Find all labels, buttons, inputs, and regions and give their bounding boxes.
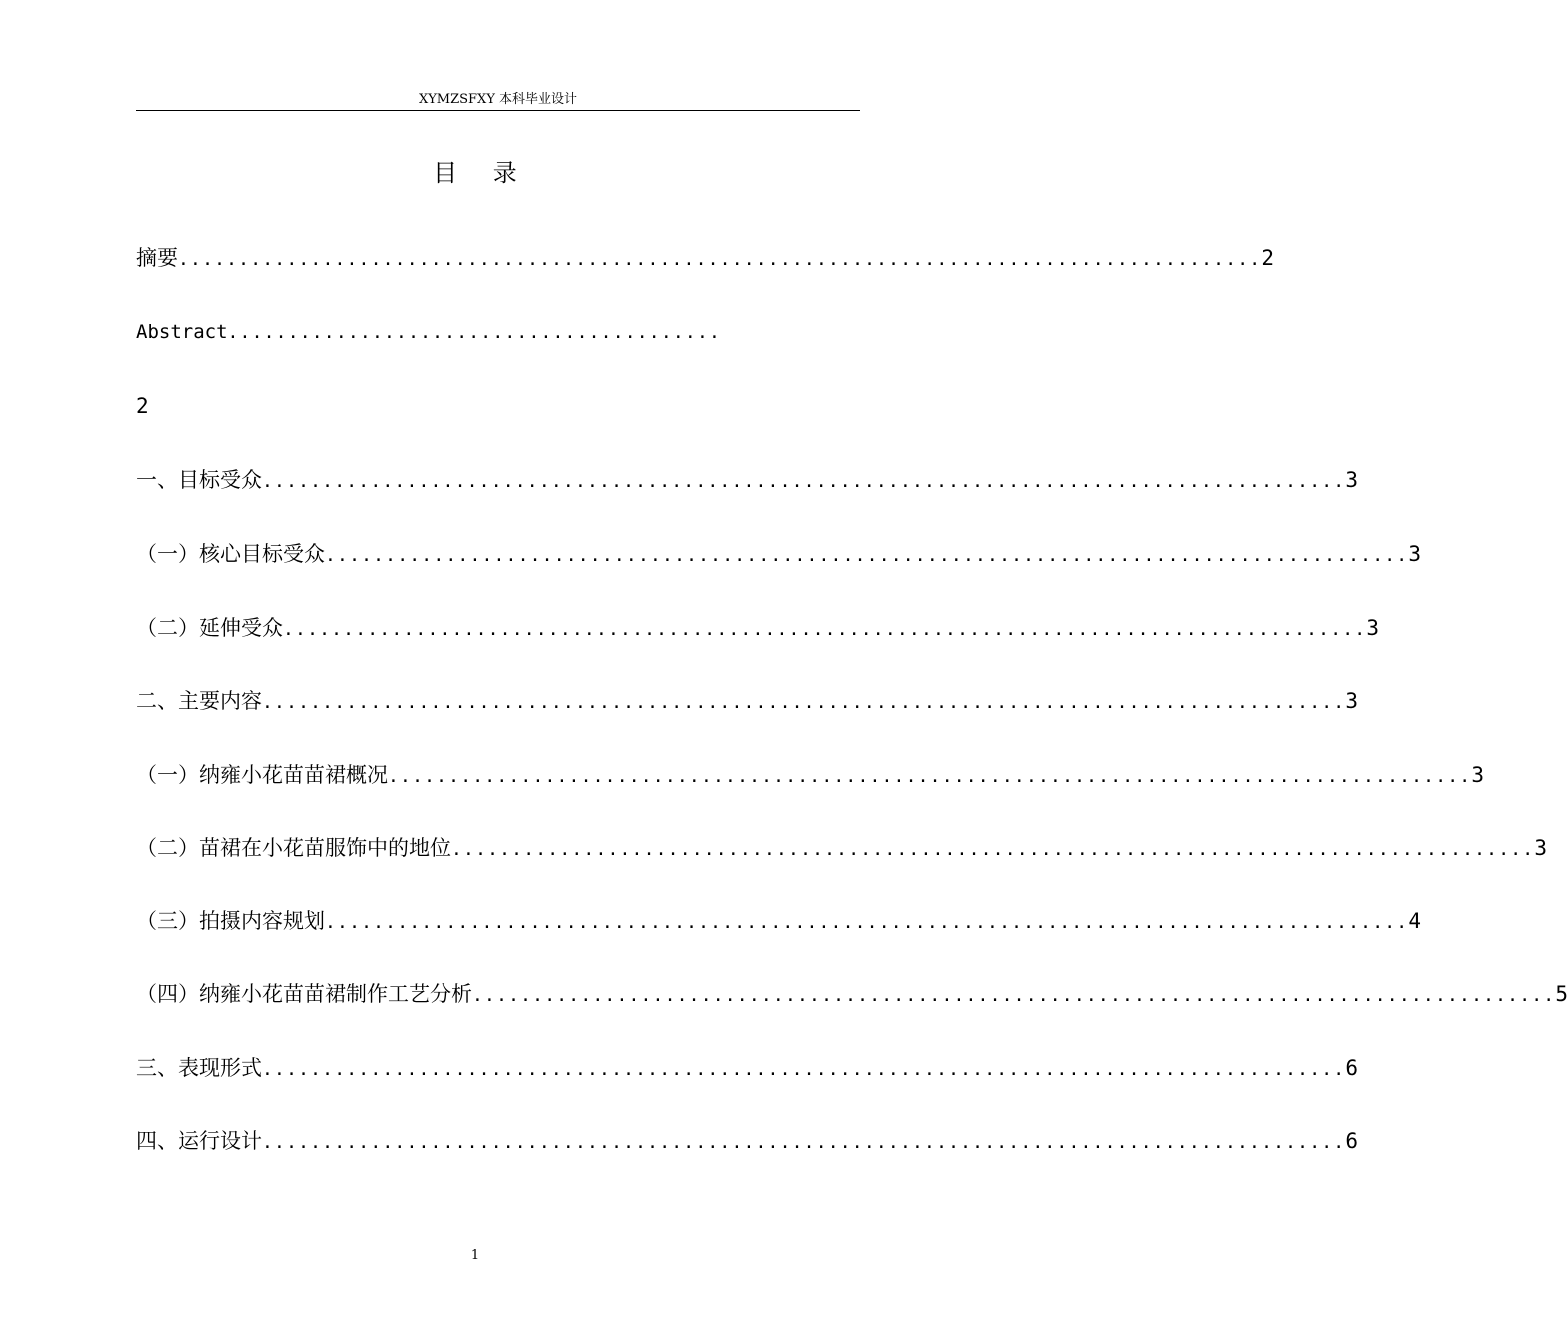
toc-entry-section-2-3[interactable] <box>136 903 1421 939</box>
toc-entry-page: 3 <box>1471 763 1484 787</box>
toc-entry-page: 5 <box>1555 982 1568 1006</box>
toc-entry-page: 3 <box>1366 616 1379 640</box>
toc-entry-label: （一）纳雍小花苗苗裙概况 <box>136 763 388 787</box>
toc-entry-label: 四、运行设计 <box>136 1129 262 1153</box>
toc-leader-dots: .......................................................................................... <box>472 985 1556 1006</box>
toc-entry-label: （四）纳雍小花苗苗裙制作工艺分析 <box>136 982 472 1006</box>
toc-leader-dots: .......................................................................................... <box>262 471 1346 492</box>
toc-leader-dots: .......................................................................................... <box>262 692 1346 713</box>
toc-entry-page: 3 <box>1534 836 1547 860</box>
toc-entry-section-2[interactable] <box>136 683 1358 719</box>
page-header <box>136 92 860 111</box>
toc-entry-page: 3 <box>1345 689 1358 713</box>
toc-leader-dots: .......................................................................................... <box>451 839 1535 860</box>
toc-entry-label: 三、表现形式 <box>136 1056 262 1080</box>
toc-entry-label: Abstract <box>136 321 228 343</box>
header-text: XYMZSFXY 本科毕业设计 <box>418 92 578 107</box>
toc-entry-page: 2 <box>136 394 149 418</box>
toc-entry-page: 3 <box>1408 542 1421 566</box>
toc-entry-abstract-en[interactable] <box>136 314 860 350</box>
toc-entry-label: （二）延伸受众 <box>136 616 283 640</box>
toc-entry-section-3[interactable] <box>136 1050 1358 1086</box>
toc-leader-dots: .......................................................................................... <box>283 619 1367 640</box>
page-footer <box>0 1248 950 1263</box>
toc-entry-page: 4 <box>1408 909 1421 933</box>
toc-entry-page: 6 <box>1345 1129 1358 1153</box>
toc-entry-section-1-2[interactable] <box>136 610 1379 646</box>
toc-entry-label: （三）拍摄内容规划 <box>136 909 325 933</box>
toc-entry-section-1-1[interactable] <box>136 536 1421 572</box>
toc-entry-label: 摘要 <box>136 246 178 270</box>
toc-entry-section-2-4[interactable] <box>136 976 1568 1012</box>
toc-entry-label: 一、目标受众 <box>136 468 262 492</box>
toc-entry-section-4[interactable] <box>136 1123 1358 1159</box>
toc-leader-dots: .......................................................................................... <box>262 1059 1346 1080</box>
page-number: 1 <box>470 1248 480 1263</box>
toc-leader-dots: ......................................... <box>227 322 722 343</box>
toc-entry-page: 3 <box>1345 468 1358 492</box>
toc-entry-section-2-1[interactable] <box>136 757 1484 793</box>
toc-title: 目 录 <box>433 159 531 187</box>
toc-entry-section-1[interactable] <box>136 462 1358 498</box>
toc-entry-label: （二）苗裙在小花苗服饰中的地位 <box>136 836 451 860</box>
toc-entry-page: 6 <box>1345 1056 1358 1080</box>
toc-entry-label: 二、主要内容 <box>136 689 262 713</box>
toc-leader-dots: .......................................................................................... <box>178 249 1262 270</box>
toc-leader-dots: .......................................................................................... <box>325 545 1409 566</box>
toc-leader-dots: .......................................................................................... <box>388 766 1472 787</box>
toc-entry-label: （一）核心目标受众 <box>136 542 325 566</box>
toc-leader-dots: .......................................................................................... <box>262 1132 1346 1153</box>
toc-entry-abstract-cn[interactable] <box>136 240 1274 276</box>
toc-entry-section-2-2[interactable] <box>136 830 1547 866</box>
toc-entry-page: 2 <box>1261 246 1274 270</box>
toc-leader-dots: .......................................................................................... <box>325 912 1409 933</box>
